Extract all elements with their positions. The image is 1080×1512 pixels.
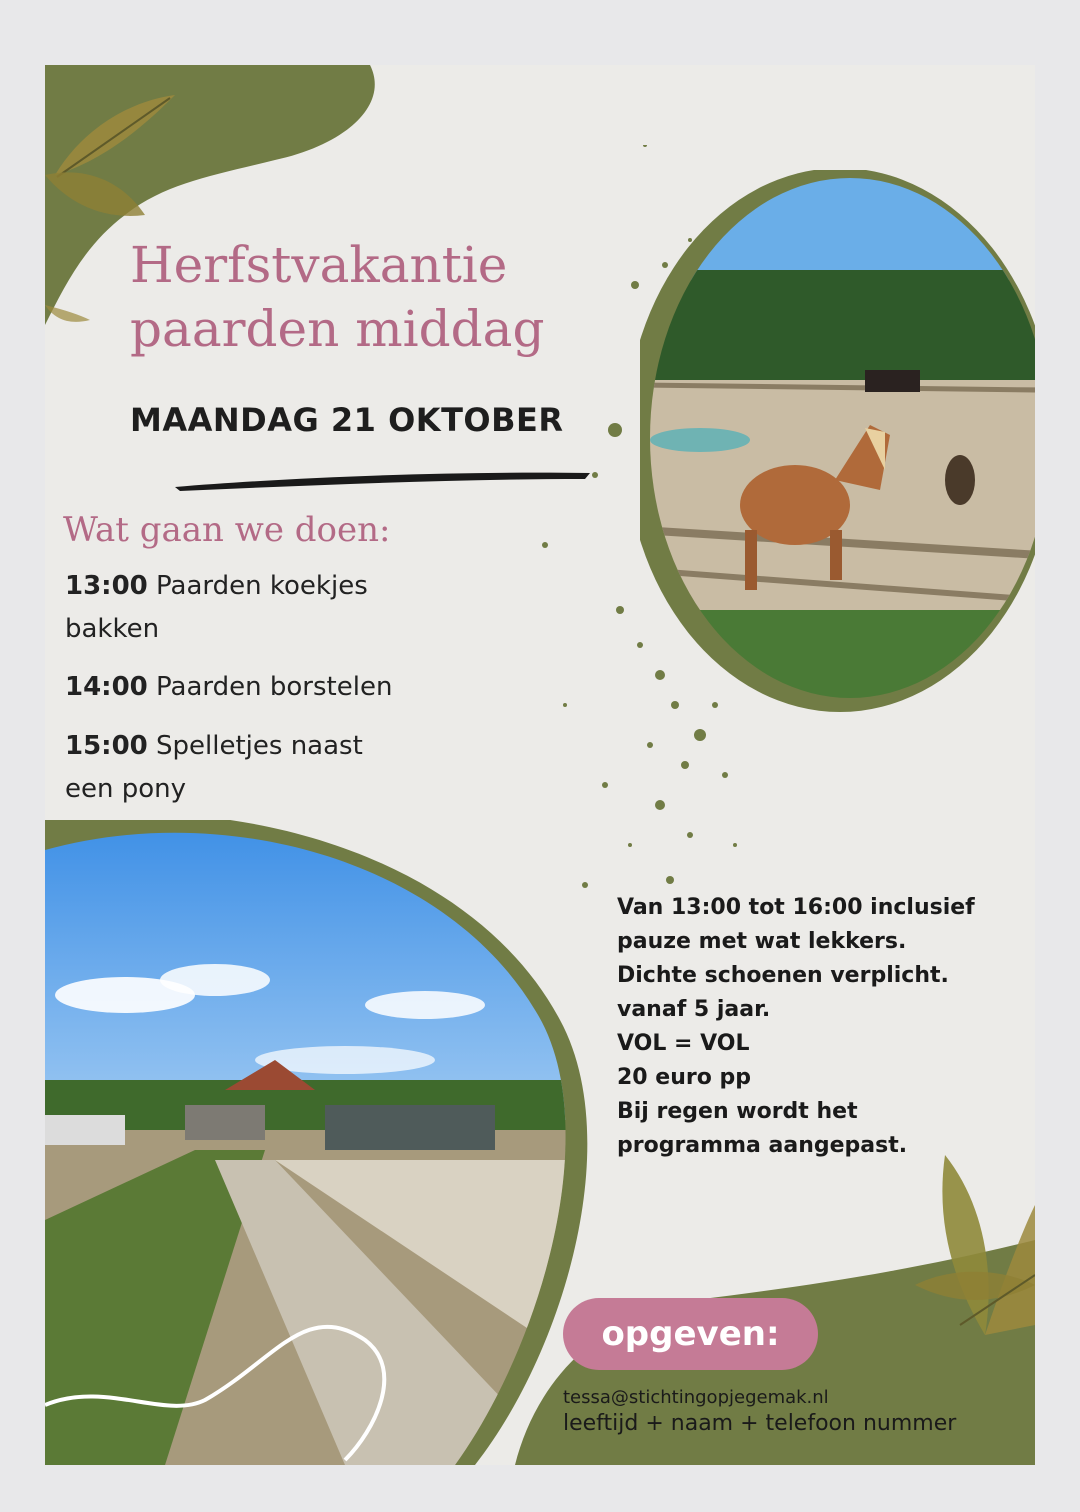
info-line: vanaf 5 jaar. xyxy=(617,997,771,1022)
schedule-item-3 xyxy=(65,725,455,811)
flyer xyxy=(45,65,1035,1465)
event-date: MAANDAG 21 OKTOBER xyxy=(130,401,564,439)
signup-badge: opgeven: xyxy=(563,1298,818,1370)
schedule-time: 13:00 xyxy=(65,571,148,601)
info-line: VOL = VOL xyxy=(617,1031,750,1056)
schedule-text-cont: een pony xyxy=(65,774,187,804)
schedule-text: Paarden borstelen xyxy=(147,672,393,702)
info-line: pauze met wat lekkers. xyxy=(617,929,907,954)
schedule-text: Paarden koekjes xyxy=(147,571,368,601)
info-line: Bij regen wordt het xyxy=(617,1099,858,1124)
contact-requirements: leeftijd + naam + telefoon nummer xyxy=(563,1411,957,1436)
info-line: Dichte schoenen verplicht. xyxy=(617,963,949,988)
schedule-time: 14:00 xyxy=(65,672,148,702)
section-title: Wat gaan we doen: xyxy=(63,510,391,550)
title xyxy=(130,233,544,361)
info-line: 20 euro pp xyxy=(617,1065,751,1090)
brush-stroke-divider xyxy=(175,465,595,495)
schedule-time: 15:00 xyxy=(65,731,148,761)
info-line: Van 13:00 tot 16:00 inclusief xyxy=(617,895,975,920)
title-line-2: paarden middag xyxy=(130,300,545,358)
event-info xyxy=(617,891,1017,1163)
schedule-text: Spelletjes naast xyxy=(147,731,363,761)
schedule-item-2 xyxy=(65,666,455,709)
contact-email: tessa@stichtingopjegemak.nl xyxy=(563,1387,829,1408)
schedule-text-cont: bakken xyxy=(65,614,160,644)
info-line: programma aangepast. xyxy=(617,1133,908,1158)
title-line-1: Herfstvakantie xyxy=(130,236,508,294)
schedule-item-1 xyxy=(65,565,455,651)
